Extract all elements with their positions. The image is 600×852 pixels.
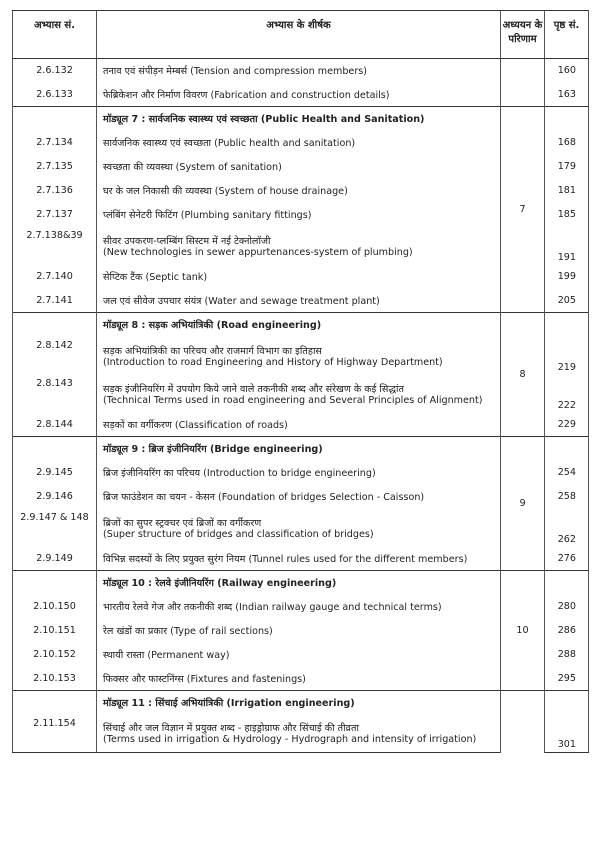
- page-number: 222: [545, 375, 589, 413]
- module-title: मॉड्यूल 8 : सड़क अभियांत्रिकी (Road engineering): [97, 313, 501, 337]
- exercise-number: 2.7.135: [13, 155, 97, 179]
- module-row: [13, 437, 589, 461]
- exercise-number: 2.8.142: [13, 337, 97, 375]
- exercise-title-hindi: सीवर उपकरण-प्लम्बिंग सिस्टम में नई टेक्नोलॉजी: [103, 235, 271, 247]
- exercise-title-english: (Super structure of bridges and classification of bridges): [103, 528, 374, 540]
- page-number: 301: [545, 715, 589, 753]
- exercise-number: 2.7.136: [13, 179, 97, 203]
- module-title: मॉड्यूल 9 : ब्रिज इंजीनियरिंग (Bridge engineering): [97, 437, 501, 461]
- exercise-number: 2.8.144: [13, 413, 97, 437]
- exercise-number: 2.9.147 & 148: [13, 509, 97, 547]
- header-page-no: पृष्ठ सं.: [545, 11, 589, 59]
- exercise-title: [97, 509, 501, 547]
- page-number: [545, 437, 589, 461]
- page-number: 262: [545, 509, 589, 547]
- exercise-title-english: (New technologies in sewer appurtenances-system of plumbing): [103, 246, 413, 258]
- module-title: मॉड्यूल 10 : रेलवे इंजीनियरिंग (Railway engineering): [97, 571, 501, 595]
- page-number: 191: [545, 227, 589, 265]
- page-number: 229: [545, 413, 589, 437]
- exercise-title: ब्रिज इंजीनियरिंग का परिचय (Introduction to bridge engineering): [97, 461, 501, 485]
- exercise-title-english: (Technical Terms used in road engineering and Several Principles of Alignment): [103, 394, 483, 406]
- page-number: 199: [545, 265, 589, 289]
- exercise-number: 2.9.146: [13, 485, 97, 509]
- exercise-title-hindi: सड़क इंजीनियरिंग में उपयोग किये जाने वाले तकनीकी शब्द और संरेखण के कई सिद्धांत: [103, 383, 404, 395]
- exercise-title-english: (Terms used in irrigation & Hydrology - Hydrograph and intensity of irrigation): [103, 734, 477, 746]
- exercise-number: 2.10.151: [13, 619, 97, 643]
- exercise-number: 2.10.152: [13, 643, 97, 667]
- page-number: 276: [545, 547, 589, 571]
- exercise-number: [13, 437, 97, 461]
- exercise-title: स्थायी रास्ता (Permanent way): [97, 643, 501, 667]
- page-number: 185: [545, 203, 589, 227]
- exercise-title: सड़कों का वर्गीकरण (Classification of roads): [97, 413, 501, 437]
- exercise-number: 2.11.154: [13, 715, 97, 753]
- exercise-title: भारतीय रेलवे गेज और तकनीकी शब्द (Indian railway gauge and technical terms): [97, 595, 501, 619]
- learning-outcome: [501, 59, 545, 107]
- exercise-title-hindi: सड़क अभियांत्रिकी का परिचय और राजमार्ग विभाग का इतिहास: [103, 345, 322, 357]
- exercise-number: 2.6.132: [13, 59, 97, 83]
- page-number: [545, 571, 589, 595]
- exercise-title: फिक्सर और फास्टनिंग्स (Fixtures and fastenings): [97, 667, 501, 691]
- exercise-number: [13, 571, 97, 595]
- exercise-title: सेप्टिक टैंक (Septic tank): [97, 265, 501, 289]
- exercise-number: 2.8.143: [13, 375, 97, 413]
- exercise-number: [13, 313, 97, 337]
- exercise-number: 2.9.145: [13, 461, 97, 485]
- contents-table: [12, 10, 589, 753]
- exercise-number: 2.7.141: [13, 289, 97, 313]
- header-row: [13, 11, 589, 59]
- exercise-title: फेब्रिकेशन और निर्माण विवरण (Fabrication and construction details): [97, 83, 501, 107]
- page-number: 254: [545, 461, 589, 485]
- page-number: 280: [545, 595, 589, 619]
- page-number: 163: [545, 83, 589, 107]
- exercise-number: 2.9.149: [13, 547, 97, 571]
- exercise-number: [13, 691, 97, 715]
- page-number: [545, 107, 589, 131]
- exercise-number: 2.7.134: [13, 131, 97, 155]
- page-number: 295: [545, 667, 589, 691]
- header-outcome-line2: परिणाम: [508, 34, 537, 45]
- module-title: मॉड्यूल 11 : सिंचाई अभियांत्रिकी (Irrigation engineering): [97, 691, 501, 715]
- exercise-title: [97, 337, 501, 375]
- exercise-title: ब्रिज फाउंडेशन का चयन - केसन (Foundation of bridges Selection - Caisson): [97, 485, 501, 509]
- page-number: 286: [545, 619, 589, 643]
- page-number: 258: [545, 485, 589, 509]
- learning-outcome: 8: [501, 313, 545, 437]
- page-number: 168: [545, 131, 589, 155]
- module-row: [13, 313, 589, 337]
- page-number: 181: [545, 179, 589, 203]
- header-exercise-no: अभ्यास सं.: [13, 11, 97, 59]
- module-row: [13, 107, 589, 131]
- exercise-title: [97, 375, 501, 413]
- page-number: 160: [545, 59, 589, 83]
- exercise-title: जल एवं सीवेज उपचार संयंत्र (Water and sewage treatment plant): [97, 289, 501, 313]
- exercise-number: 2.7.140: [13, 265, 97, 289]
- page-number: 179: [545, 155, 589, 179]
- exercise-title-english: (Introduction to road Engineering and History of Highway Department): [103, 356, 443, 368]
- module-title: मॉड्यूल 7 : सार्वजनिक स्वास्थ्य एवं स्वच्छता (Public Health and Sanitation): [97, 107, 501, 131]
- exercise-title: तनाव एवं संपीड़न मेम्बर्स (Tension and compression members): [97, 59, 501, 83]
- exercise-title: स्वच्छता की व्यवस्था (System of sanitation): [97, 155, 501, 179]
- exercise-title: [97, 227, 501, 265]
- exercise-number: 2.10.150: [13, 595, 97, 619]
- exercise-title: घर के जल निकासी की व्यवस्था (System of house drainage): [97, 179, 501, 203]
- exercise-number: 2.6.133: [13, 83, 97, 107]
- header-exercise-title: अभ्यास के शीर्षक: [97, 11, 501, 59]
- exercise-title: [97, 715, 501, 753]
- header-learning-outcome: [501, 11, 545, 59]
- page-number: 219: [545, 337, 589, 375]
- learning-outcome: [501, 691, 545, 753]
- page-number: [545, 691, 589, 715]
- exercise-number: 2.7.138&39: [13, 227, 97, 265]
- table-row: [13, 59, 589, 83]
- exercise-title: विभिन्न सदस्यों के लिए प्रयुक्त सुरंग नियम (Tunnel rules used for the different members): [97, 547, 501, 571]
- learning-outcome: 9: [501, 437, 545, 571]
- page-number: [545, 313, 589, 337]
- learning-outcome: 7: [501, 107, 545, 313]
- page-number: 205: [545, 289, 589, 313]
- page-number: 288: [545, 643, 589, 667]
- exercise-title: सार्वजनिक स्वास्थ्य एवं स्वच्छता (Public health and sanitation): [97, 131, 501, 155]
- exercise-title: प्लंबिंग सेनेटरी फिटिंग (Plumbing sanitary fittings): [97, 203, 501, 227]
- module-row: [13, 571, 589, 595]
- header-outcome-line1: अध्ययन के: [502, 20, 543, 31]
- exercise-number: 2.7.137: [13, 203, 97, 227]
- exercise-number: [13, 107, 97, 131]
- learning-outcome: 10: [501, 571, 545, 691]
- exercise-title-hindi: सिंचाई और जल विज्ञान में प्रयुक्त शब्द - हाइड्रोग्राफ और सिंचाई की तीव्रता: [103, 723, 359, 735]
- module-row: [13, 691, 589, 715]
- exercise-title-hindi: ब्रिजों का सुपर स्ट्रक्चर एवं ब्रिजों का वर्गीकरण: [103, 517, 262, 529]
- exercise-number: 2.10.153: [13, 667, 97, 691]
- exercise-title: रेल खंडों का प्रकार (Type of rail sections): [97, 619, 501, 643]
